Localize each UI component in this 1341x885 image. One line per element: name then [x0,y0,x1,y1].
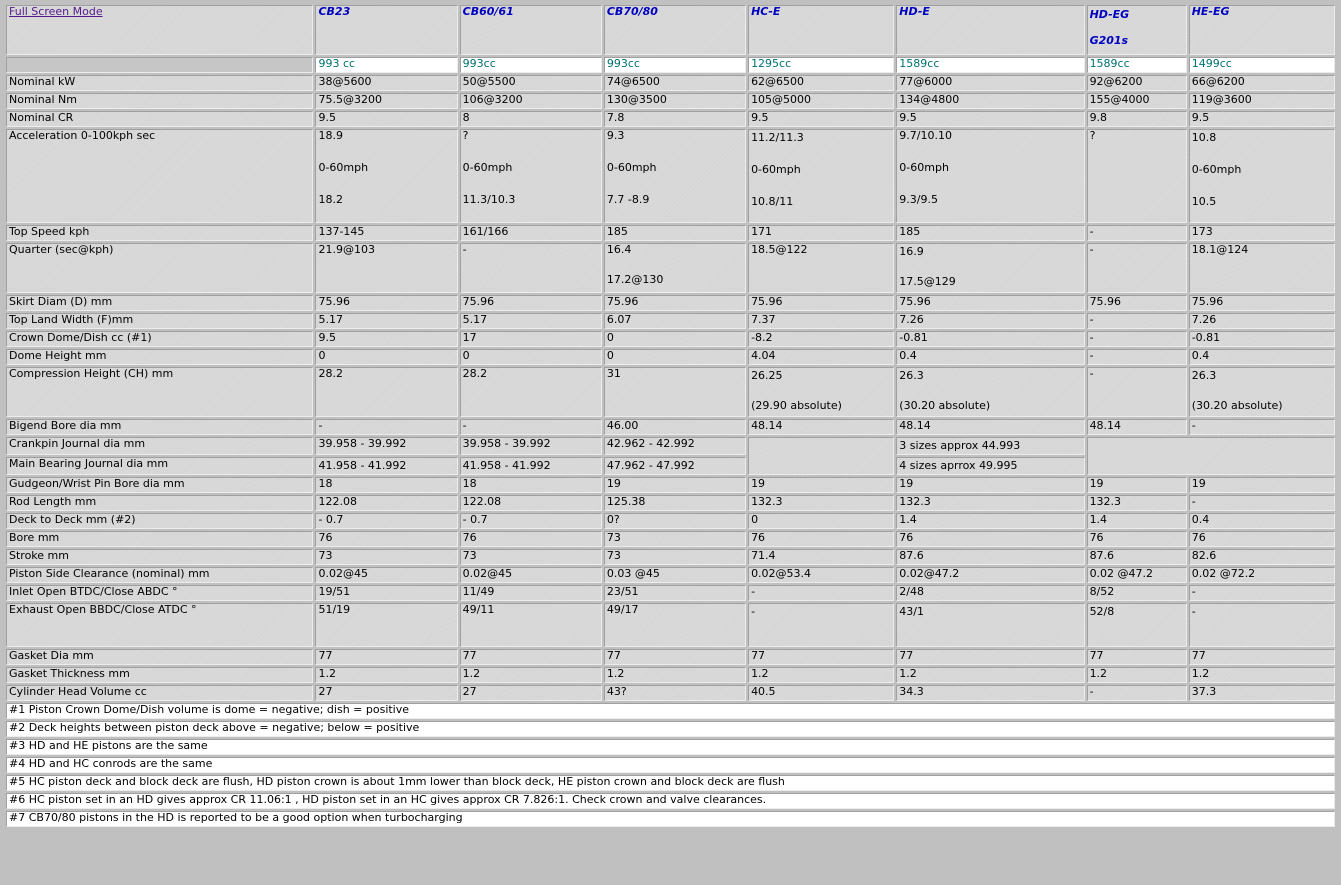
note-cell: #6 HC piston set in an HD gives approx CR 11.06:1 , HD piston set in an HC gives approx CR 7.826:1. Check crown and valve clearances. [6,793,1335,809]
value-cell: - [748,603,894,647]
value-cell: - [1189,585,1335,601]
note-cell: #7 CB70/80 pistons in the HD is reported to be a good option when turbocharging [6,811,1335,827]
value-cell: 75.96 [1087,295,1187,311]
row-label: Gasket Thickness mm [6,667,313,683]
value-cell: 41.958 - 41.992 [460,457,602,475]
value-cell: - [748,585,894,601]
value-cell: 26.3 (30.20 absolute) [896,367,1084,417]
value-cell: 0 [604,331,746,347]
value-cell: 4 sizes aprrox 49.995 [896,457,1084,475]
value-cell: 39.958 - 39.992 [460,437,602,455]
header-row [6,5,1335,55]
value-cell: 37.3 [1189,685,1335,701]
value-cell: 132.3 [1087,495,1187,511]
value-cell: 1.2 [1189,667,1335,683]
value-cell: 0.02@45 [315,567,457,583]
value-cell: 3 sizes approx 44.993 [896,437,1084,455]
value-cell: 71.4 [748,549,894,565]
value-cell: - [315,419,457,435]
value-cell: 77 [1087,649,1187,665]
spec-row-gasket_dia [6,649,1335,665]
value-cell: 28.2 [460,367,602,417]
spec-row-stroke [6,549,1335,565]
value-cell: 75.96 [896,295,1084,311]
row-label: Quarter (sec@kph) [6,243,313,293]
value-cell: - [460,419,602,435]
value-cell: 0.02@47.2 [896,567,1084,583]
row-label: Crown Dome/Dish cc (#1) [6,331,313,347]
value-cell: 155@4000 [1087,93,1187,109]
col-header: CB60/61 [460,5,602,55]
note-row [6,793,1335,809]
value-cell: 23/51 [604,585,746,601]
spec-row-dome [6,349,1335,365]
value-cell: 18.9 0-60mph 18.2 [315,129,457,223]
spec-row-kw [6,75,1335,91]
value-cell: 119@3600 [1189,93,1335,109]
value-cell: 43/1 [896,603,1084,647]
value-cell: 49/11 [460,603,602,647]
value-cell: 41.958 - 41.992 [315,457,457,475]
value-cell: 77 [748,649,894,665]
value-cell: 9.5 [748,111,894,127]
value-cell: 132.3 [748,495,894,511]
value-cell: 9.3 0-60mph 7.7 -8.9 [604,129,746,223]
value-cell: 137-145 [315,225,457,241]
col-header: HC-E [748,5,894,55]
row-label: Dome Height mm [6,349,313,365]
value-cell: 105@5000 [748,93,894,109]
cc-cell: 1499cc [1189,57,1335,73]
col-header: HE-EG [1189,5,1335,55]
value-cell: 75.96 [604,295,746,311]
value-cell: 0 [460,349,602,365]
value-cell: - [1087,313,1187,329]
value-cell: 1.2 [896,667,1084,683]
spec-row-quarter [6,243,1335,293]
value-cell: 7.26 [896,313,1084,329]
row-label: Exhaust Open BBDC/Close ATDC ° [6,603,313,647]
value-cell: - [1189,495,1335,511]
engine-spec-table [4,3,1337,829]
row-label: Stroke mm [6,549,313,565]
spec-row-deck [6,513,1335,529]
value-cell: 185 [896,225,1084,241]
value-cell: 38@5600 [315,75,457,91]
note-row [6,811,1335,827]
value-cell: 73 [460,549,602,565]
row-label: Cylinder Head Volume cc [6,685,313,701]
value-cell: - [1087,331,1187,347]
row-label: Acceleration 0-100kph sec [6,129,313,223]
value-cell: 2/48 [896,585,1084,601]
value-cell: 21.9@103 [315,243,457,293]
spec-row-comp [6,367,1335,417]
empty-merged-cell [748,437,894,475]
row-label: Nominal kW [6,75,313,91]
value-cell: 73 [315,549,457,565]
value-cell: 0 [604,349,746,365]
value-cell: 16.4 17.2@130 [604,243,746,293]
value-cell: 16.9 17.5@129 [896,243,1084,293]
value-cell: 9.5 [315,111,457,127]
value-cell: 0.4 [896,349,1084,365]
row-label: Bigend Bore dia mm [6,419,313,435]
row-label: Deck to Deck mm (#2) [6,513,313,529]
value-cell: 0? [604,513,746,529]
row-label: Top Speed kph [6,225,313,241]
value-cell: 18 [315,477,457,493]
value-cell: 7.8 [604,111,746,127]
note-cell: #1 Piston Crown Dome/Dish volume is dome = negative; dish = positive [6,703,1335,719]
value-cell: 9.5 [1189,111,1335,127]
value-cell: 48.14 [896,419,1084,435]
value-cell: 77 [604,649,746,665]
value-cell: 161/166 [460,225,602,241]
value-cell: 18.5@122 [748,243,894,293]
value-cell: 75.96 [748,295,894,311]
row-label: Piston Side Clearance (nominal) mm [6,567,313,583]
value-cell: 18.1@124 [1189,243,1335,293]
value-cell: 0.02 @72.2 [1189,567,1335,583]
value-cell: 0.02@45 [460,567,602,583]
spec-row-crown [6,331,1335,347]
value-cell: 76 [1087,531,1187,547]
value-cell: 87.6 [896,549,1084,565]
value-cell: 9.5 [315,331,457,347]
value-cell: 76 [748,531,894,547]
note-cell: #2 Deck heights between piston deck above = negative; below = positive [6,721,1335,737]
row-label: Compression Height (CH) mm [6,367,313,417]
value-cell: 0.03 @45 [604,567,746,583]
value-cell: 28.2 [315,367,457,417]
value-cell: 5.17 [315,313,457,329]
value-cell: 8 [460,111,602,127]
blank-cell [6,57,313,73]
value-cell: - [1087,685,1187,701]
value-cell: 26.3 (30.20 absolute) [1189,367,1335,417]
row-label: Main Bearing Journal dia mm [6,457,313,475]
value-cell: 132.3 [896,495,1084,511]
value-cell: 19 [604,477,746,493]
value-cell: 52/8 [1087,603,1187,647]
spec-row-head [6,685,1335,701]
value-cell: 1.2 [315,667,457,683]
note-cell: #5 HC piston deck and block deck are flush, HD piston crown is about 1mm lower than block deck, HE piston crown and block deck are flush [6,775,1335,791]
note-row [6,739,1335,755]
row-label: Nominal CR [6,111,313,127]
value-cell: 40.5 [748,685,894,701]
value-cell: 76 [1189,531,1335,547]
value-cell: 18 [460,477,602,493]
cc-cell: 1589cc [1087,57,1187,73]
value-cell: 76 [315,531,457,547]
value-cell: - [1087,225,1187,241]
value-cell: 6.07 [604,313,746,329]
spec-row-bore [6,531,1335,547]
row-label: Skirt Diam (D) mm [6,295,313,311]
value-cell: 27 [315,685,457,701]
spec-row-land [6,313,1335,329]
value-cell: 47.962 - 47.992 [604,457,746,475]
value-cell: -8.2 [748,331,894,347]
note-row [6,703,1335,719]
value-cell: 82.6 [1189,549,1335,565]
value-cell: 19 [1087,477,1187,493]
spec-row-cr [6,111,1335,127]
note-cell: #3 HD and HE pistons are the same [6,739,1335,755]
value-cell: - [1189,603,1335,647]
value-cell: ? 0-60mph 11.3/10.3 [460,129,602,223]
col-header: CB23 [315,5,457,55]
value-cell: 92@6200 [1087,75,1187,91]
value-cell: 77@6000 [896,75,1084,91]
value-cell: 10.8 0-60mph 10.5 [1189,129,1335,223]
value-cell: 48.14 [1087,419,1187,435]
row-label: Inlet Open BTDC/Close ABDC ° [6,585,313,601]
spec-row-rod [6,495,1335,511]
value-cell: 34.3 [896,685,1084,701]
value-cell: - [1087,243,1187,293]
value-cell: 77 [315,649,457,665]
value-cell: 9.7/10.10 0-60mph 9.3/9.5 [896,129,1084,223]
spec-row-crankpin [6,437,1335,455]
value-cell: 73 [604,531,746,547]
value-cell: 1.2 [748,667,894,683]
row-label: Bore mm [6,531,313,547]
value-cell: 50@5500 [460,75,602,91]
cc-cell: 1589cc [896,57,1084,73]
value-cell: 17 [460,331,602,347]
value-cell: 48.14 [748,419,894,435]
value-cell: 19 [1189,477,1335,493]
value-cell: 26.25 (29.90 absolute) [748,367,894,417]
value-cell: - [460,243,602,293]
value-cell: 122.08 [460,495,602,511]
note-row [6,775,1335,791]
spec-row-accel [6,129,1335,223]
spec-row-gudgeon [6,477,1335,493]
col-header: HD-EG G201s [1087,5,1187,55]
spec-row-gasket_thk [6,667,1335,683]
cc-cell: 993cc [460,57,602,73]
note-row [6,757,1335,773]
value-cell: 77 [460,649,602,665]
row-label: Nominal Nm [6,93,313,109]
value-cell: 0 [748,513,894,529]
value-cell: 43? [604,685,746,701]
row-label: Gudgeon/Wrist Pin Bore dia mm [6,477,313,493]
value-cell: 122.08 [315,495,457,511]
value-cell: 9.5 [896,111,1084,127]
value-cell: - 0.7 [460,513,602,529]
value-cell: 75.96 [315,295,457,311]
value-cell: ? [1087,129,1187,223]
value-cell: 75.96 [1189,295,1335,311]
value-cell: -0.81 [896,331,1084,347]
row-label: Rod Length mm [6,495,313,511]
row-label: Gasket Dia mm [6,649,313,665]
value-cell: - 0.7 [315,513,457,529]
value-cell: 75.5@3200 [315,93,457,109]
value-cell: 39.958 - 39.992 [315,437,457,455]
value-cell: 5.17 [460,313,602,329]
value-cell: 7.26 [1189,313,1335,329]
value-cell: 0.4 [1189,513,1335,529]
empty-merged-cell [1087,437,1335,475]
value-cell: 0.02 @47.2 [1087,567,1187,583]
spec-row-exhaust [6,603,1335,647]
spec-row-clearance [6,567,1335,583]
value-cell: 31 [604,367,746,417]
spec-row-inlet [6,585,1335,601]
spec-row-nm [6,93,1335,109]
value-cell: 0.4 [1189,349,1335,365]
value-cell: 130@3500 [604,93,746,109]
value-cell: 77 [1189,649,1335,665]
cc-cell: 993cc [604,57,746,73]
value-cell: - [1087,367,1187,417]
spec-row-skirt [6,295,1335,311]
value-cell: 19/51 [315,585,457,601]
value-cell: 1.4 [1087,513,1187,529]
value-cell: 19 [896,477,1084,493]
displacement-row [6,57,1335,73]
value-cell: 171 [748,225,894,241]
note-cell: #4 HD and HC conrods are the same [6,757,1335,773]
value-cell: 87.6 [1087,549,1187,565]
value-cell: 76 [460,531,602,547]
corner-cell [6,5,313,55]
value-cell: 11.2/11.3 0-60mph 10.8/11 [748,129,894,223]
col-header: CB70/80 [604,5,746,55]
value-cell: 4.04 [748,349,894,365]
value-cell: 173 [1189,225,1335,241]
value-cell: 9.8 [1087,111,1187,127]
value-cell: 0.02@53.4 [748,567,894,583]
value-cell: 73 [604,549,746,565]
value-cell: 1.2 [1087,667,1187,683]
value-cell: 1.4 [896,513,1084,529]
value-cell: 75.96 [460,295,602,311]
value-cell: 49/17 [604,603,746,647]
spec-row-bigend [6,419,1335,435]
full-screen-mode-link[interactable]: Full Screen Mode [9,5,103,18]
value-cell: 51/19 [315,603,457,647]
value-cell: 1.2 [460,667,602,683]
value-cell: 125.38 [604,495,746,511]
cc-cell: 993 cc [315,57,457,73]
value-cell: 185 [604,225,746,241]
col-header: HD-E [896,5,1084,55]
value-cell: 11/49 [460,585,602,601]
value-cell: 134@4800 [896,93,1084,109]
value-cell: -0.81 [1189,331,1335,347]
value-cell: 76 [896,531,1084,547]
value-cell: 62@6500 [748,75,894,91]
value-cell: 77 [896,649,1084,665]
note-row [6,721,1335,737]
value-cell: 7.37 [748,313,894,329]
value-cell: 74@6500 [604,75,746,91]
value-cell: 106@3200 [460,93,602,109]
value-cell: 66@6200 [1189,75,1335,91]
value-cell: 46.00 [604,419,746,435]
value-cell: 19 [748,477,894,493]
value-cell: - [1189,419,1335,435]
cc-cell: 1295cc [748,57,894,73]
value-cell: - [1087,349,1187,365]
spec-row-top_speed [6,225,1335,241]
value-cell: 27 [460,685,602,701]
row-label: Top Land Width (F)mm [6,313,313,329]
value-cell: 1.2 [604,667,746,683]
row-label: Crankpin Journal dia mm [6,437,313,455]
value-cell: 8/52 [1087,585,1187,601]
value-cell: 42.962 - 42.992 [604,437,746,455]
value-cell: 0 [315,349,457,365]
